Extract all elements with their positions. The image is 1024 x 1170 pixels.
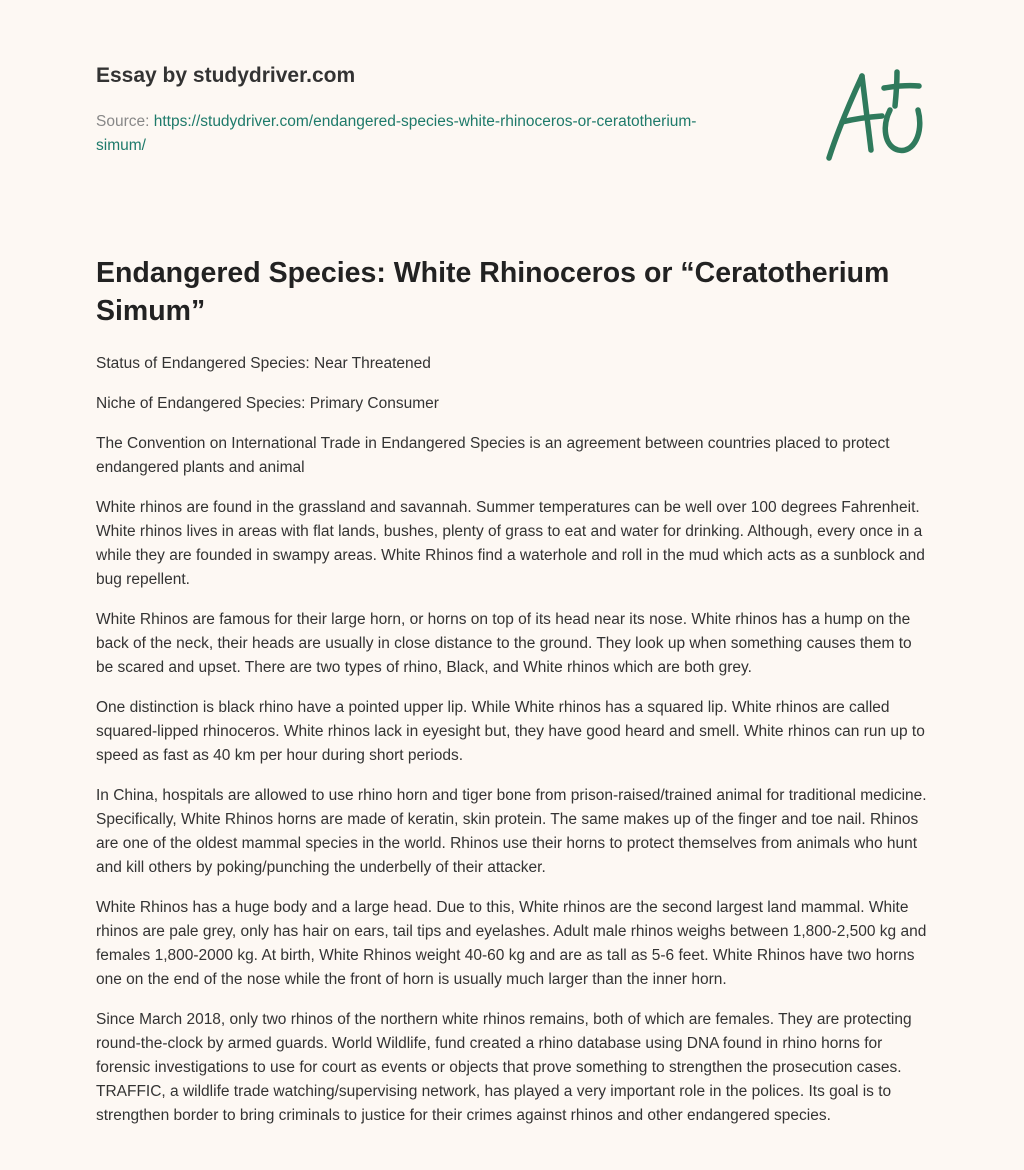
essay-header xyxy=(96,62,796,158)
source-label: Source: xyxy=(96,113,154,130)
source-link[interactable]: https://studydriver.com/endangered-species-white-rhinoceros-or-ceratotherium-simum/ xyxy=(96,113,697,154)
source-line xyxy=(96,110,736,158)
logo-plus-horizontal xyxy=(884,86,919,88)
logo-a-crossbar xyxy=(842,116,882,122)
brand-title: Essay by studydriver.com xyxy=(96,64,356,87)
paragraph-niche: Niche of Endangered Species: Primary Consumer xyxy=(96,395,439,412)
paragraph-lip: One distinction is black rhino have a pointed upper lip. While White rhinos has a squared lip. White rhinos are called squared-lipped rhinoceros. White rhinos lack in eyesight but, they have good heard and smell. White rhinos can run up to speed as fast as 40 km per hour during short periods. xyxy=(96,699,925,764)
paragraph-status: Status of Endangered Species: Near Threatened xyxy=(96,355,431,372)
a-plus-logo-icon xyxy=(818,66,930,166)
paragraph-china: In China, hospitals are allowed to use rhino horn and tiger bone from prison-raised/trained animal for traditional medicine. Specifically, White Rhinos horns are made of keratin, skin protein. The same makes up of the finger and toe nail. Rhinos are one of the oldest mammal species in the world. Rhinos use their horns to protect themselves from animals who hunt and kill others by poking/punching the underbelly of their attacker. xyxy=(96,787,927,876)
a-plus-logo-svg xyxy=(818,66,930,166)
paragraph-horns: White Rhinos are famous for their large horn, or horns on top of its head near its nose. White rhinos has a hump on the back of the neck, their heads are usually in close distance to the ground. They look up when something causes them to be scared and upset. There are two types of rhino, Black, and White rhinos which are both grey. xyxy=(96,611,912,676)
paragraph-convention: The Convention on International Trade in Endangered Species is an agreement between countries placed to protect endangered plants and animal xyxy=(96,435,890,476)
logo-swoosh xyxy=(885,110,919,150)
article-title: Endangered Species: White Rhinoceros or “Ceratotherium Simum” xyxy=(96,257,890,327)
paragraph-conservation: Since March 2018, only two rhinos of the northern white rhinos remains, both of which are females. They are protecting round-the-clock by armed guards. World Wildlife, fund created a rhino database using DNA found in rhino horns for forensic investigations to use for court as events or objects that prove something to strengthen the prosecution cases. TRAFFIC, a wildlife trade watching/supervising network, has played a very important role in the polices. Its goal is to strengthen border to bring criminals to justice for their crimes against rhinos and other endangered species. xyxy=(96,1011,912,1124)
article-body xyxy=(96,254,928,1144)
paragraph-habitat: White rhinos are found in the grassland and savannah. Summer temperatures can be well over 100 degrees Fahrenheit. White rhinos lives in areas with flat lands, bushes, plenty of grass to eat and water for drinking. Although, every once in a while they are founded in swampy areas. White Rhinos find a waterhole and roll in the mud which acts as a sunblock and bug repellent. xyxy=(96,499,925,588)
logo-a-right-stroke xyxy=(862,76,871,150)
paragraph-body: White Rhinos has a huge body and a large head. Due to this, White rhinos are the second largest land mammal. White rhinos are pale grey, only has hair on ears, tail tips and eyelashes. Adult male rhinos weighs between 1,800-2,500 kg and females 1,800-2000 kg. At birth, White Rhinos weight 40-60 kg and are as tall as 5-6 feet. White Rhinos have two horns one on the end of the nose while the front of horn is usually much larger than the inner horn. xyxy=(96,899,927,988)
